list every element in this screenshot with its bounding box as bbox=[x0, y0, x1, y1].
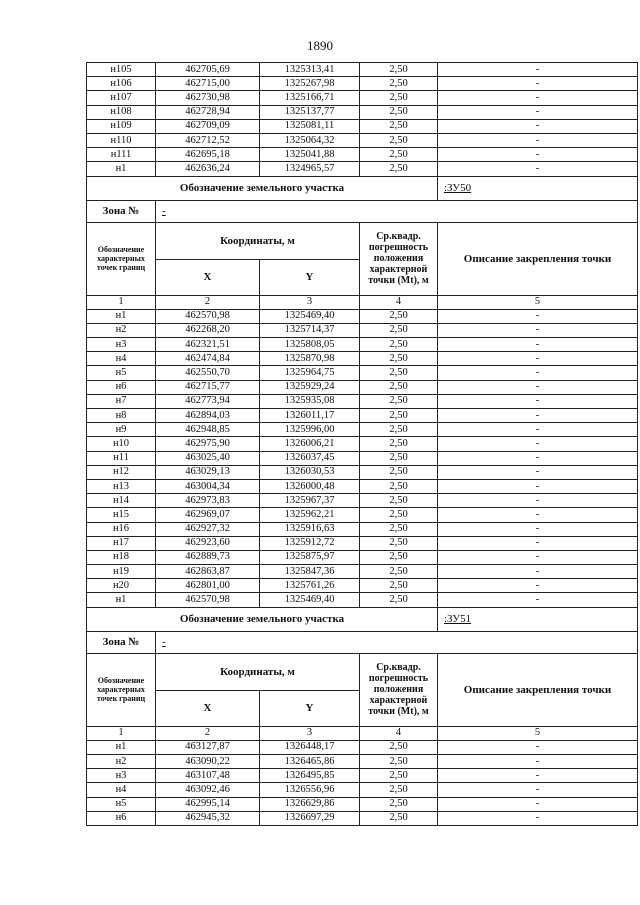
table-row bbox=[87, 494, 638, 508]
coord-x: 462570,98 bbox=[156, 309, 260, 323]
fixing-description: - bbox=[438, 366, 638, 380]
column-number: 1 bbox=[87, 295, 156, 309]
point-id: н5 bbox=[87, 366, 156, 380]
coord-x: 462709,09 bbox=[156, 119, 260, 133]
coord-x: 462728,94 bbox=[156, 105, 260, 119]
table-row bbox=[87, 309, 638, 323]
column-number: 2 bbox=[156, 726, 260, 740]
plot-value: :ЗУ50 bbox=[438, 176, 638, 200]
accuracy-header: Ср.квадр. погрешность положения характерной точки (Mt), м bbox=[360, 222, 438, 295]
point-id: н10 bbox=[87, 437, 156, 451]
zone-value: - bbox=[156, 200, 638, 222]
coord-y: 1326556,96 bbox=[260, 783, 360, 797]
table-row bbox=[87, 352, 638, 366]
point-id: н3 bbox=[87, 769, 156, 783]
point-id: н18 bbox=[87, 550, 156, 564]
accuracy-value: 2,50 bbox=[360, 740, 438, 754]
coord-x: 462863,87 bbox=[156, 565, 260, 579]
fixing-description: - bbox=[438, 451, 638, 465]
accuracy-value: 2,50 bbox=[360, 105, 438, 119]
coord-y: 1325808,05 bbox=[260, 338, 360, 352]
fixing-description: - bbox=[438, 380, 638, 394]
accuracy-value: 2,50 bbox=[360, 522, 438, 536]
coord-x: 462927,32 bbox=[156, 522, 260, 536]
fixing-description: - bbox=[438, 105, 638, 119]
table-row bbox=[87, 522, 638, 536]
coord-x: 463025,40 bbox=[156, 451, 260, 465]
accuracy-value: 2,50 bbox=[360, 783, 438, 797]
zone-label: Зона № bbox=[87, 631, 156, 653]
description-header: Описание закрепления точки bbox=[438, 653, 638, 726]
fixing-description: - bbox=[438, 63, 638, 77]
coord-x: 463107,48 bbox=[156, 769, 260, 783]
table-row bbox=[87, 755, 638, 769]
accuracy-value: 2,50 bbox=[360, 409, 438, 423]
zone-row bbox=[87, 200, 638, 222]
fixing-description: - bbox=[438, 579, 638, 593]
accuracy-value: 2,50 bbox=[360, 366, 438, 380]
point-id: н108 bbox=[87, 105, 156, 119]
fixing-description: - bbox=[438, 536, 638, 550]
plot-designation-row bbox=[87, 607, 638, 631]
accuracy-value: 2,50 bbox=[360, 755, 438, 769]
point-id: н5 bbox=[87, 797, 156, 811]
coord-x: 462973,83 bbox=[156, 494, 260, 508]
point-id: н105 bbox=[87, 63, 156, 77]
column-number: 4 bbox=[360, 726, 438, 740]
column-number: 5 bbox=[438, 726, 638, 740]
header-row bbox=[87, 222, 638, 259]
page-number: 1890 bbox=[307, 38, 333, 53]
table-row bbox=[87, 338, 638, 352]
point-id: н15 bbox=[87, 508, 156, 522]
accuracy-value: 2,50 bbox=[360, 579, 438, 593]
point-id: н12 bbox=[87, 465, 156, 479]
point-id: н8 bbox=[87, 409, 156, 423]
coord-x: 462695,18 bbox=[156, 148, 260, 162]
fixing-description: - bbox=[438, 148, 638, 162]
fixing-description: - bbox=[438, 565, 638, 579]
fixing-description: - bbox=[438, 797, 638, 811]
accuracy-value: 2,50 bbox=[360, 380, 438, 394]
point-id: н2 bbox=[87, 755, 156, 769]
description-header: Описание закрепления точки bbox=[438, 222, 638, 295]
point-id: н106 bbox=[87, 77, 156, 91]
accuracy-value: 2,50 bbox=[360, 162, 438, 176]
point-id: н9 bbox=[87, 423, 156, 437]
table-row bbox=[87, 437, 638, 451]
x-header: X bbox=[156, 259, 260, 295]
coord-y: 1325875,97 bbox=[260, 550, 360, 564]
table-row bbox=[87, 797, 638, 811]
table-row bbox=[87, 323, 638, 337]
coord-y: 1325313,41 bbox=[260, 63, 360, 77]
coord-x: 462894,03 bbox=[156, 409, 260, 423]
zone-label: Зона № bbox=[87, 200, 156, 222]
fixing-description: - bbox=[438, 394, 638, 408]
fixing-description: - bbox=[438, 409, 638, 423]
coord-x: 463090,22 bbox=[156, 755, 260, 769]
coord-y: 1326006,21 bbox=[260, 437, 360, 451]
coord-y: 1325137,77 bbox=[260, 105, 360, 119]
point-id: н1 bbox=[87, 740, 156, 754]
coord-y: 1325761,26 bbox=[260, 579, 360, 593]
table-row bbox=[87, 465, 638, 479]
coord-x: 462975,90 bbox=[156, 437, 260, 451]
table-row bbox=[87, 783, 638, 797]
fixing-description: - bbox=[438, 323, 638, 337]
coordinates-header: Координаты, м bbox=[156, 653, 360, 690]
coord-y: 1326697,29 bbox=[260, 811, 360, 825]
coord-y: 1325469,40 bbox=[260, 593, 360, 607]
accuracy-value: 2,50 bbox=[360, 769, 438, 783]
coord-y: 1326465,86 bbox=[260, 755, 360, 769]
plot-value: :ЗУ51 bbox=[438, 607, 638, 631]
point-id: н11 bbox=[87, 451, 156, 465]
accuracy-value: 2,50 bbox=[360, 565, 438, 579]
point-id: н13 bbox=[87, 479, 156, 493]
table-row bbox=[87, 105, 638, 119]
accuracy-value: 2,50 bbox=[360, 91, 438, 105]
table-row bbox=[87, 423, 638, 437]
accuracy-value: 2,50 bbox=[360, 309, 438, 323]
column-number: 3 bbox=[260, 726, 360, 740]
accuracy-value: 2,50 bbox=[360, 77, 438, 91]
coord-x: 462889,73 bbox=[156, 550, 260, 564]
point-id: н7 bbox=[87, 394, 156, 408]
accuracy-value: 2,50 bbox=[360, 494, 438, 508]
coord-y: 1326495,85 bbox=[260, 769, 360, 783]
coord-x: 462715,77 bbox=[156, 380, 260, 394]
point-id: н4 bbox=[87, 352, 156, 366]
header-row bbox=[87, 653, 638, 690]
plot-label: Обозначение земельного участка bbox=[87, 176, 438, 200]
coord-x: 462948,85 bbox=[156, 423, 260, 437]
accuracy-value: 2,50 bbox=[360, 508, 438, 522]
fixing-description: - bbox=[438, 740, 638, 754]
column-number: 3 bbox=[260, 295, 360, 309]
point-designation-header: Обозначение характерных точек границ bbox=[87, 222, 156, 295]
accuracy-value: 2,50 bbox=[360, 437, 438, 451]
point-id: н20 bbox=[87, 579, 156, 593]
fixing-description: - bbox=[438, 133, 638, 147]
coord-y: 1325267,98 bbox=[260, 77, 360, 91]
table-row bbox=[87, 565, 638, 579]
table-row bbox=[87, 593, 638, 607]
accuracy-value: 2,50 bbox=[360, 148, 438, 162]
coord-y: 1324965,57 bbox=[260, 162, 360, 176]
fixing-description: - bbox=[438, 479, 638, 493]
table-row bbox=[87, 380, 638, 394]
accuracy-value: 2,50 bbox=[360, 550, 438, 564]
coord-y: 1325929,24 bbox=[260, 380, 360, 394]
table-row bbox=[87, 536, 638, 550]
table-row bbox=[87, 550, 638, 564]
point-designation-header: Обозначение характерных точек границ bbox=[87, 653, 156, 726]
column-number: 4 bbox=[360, 295, 438, 309]
fixing-description: - bbox=[438, 309, 638, 323]
accuracy-value: 2,50 bbox=[360, 479, 438, 493]
coord-x: 462268,20 bbox=[156, 323, 260, 337]
coord-y: 1325469,40 bbox=[260, 309, 360, 323]
point-id: н2 bbox=[87, 323, 156, 337]
coord-x: 462773,94 bbox=[156, 394, 260, 408]
accuracy-value: 2,50 bbox=[360, 423, 438, 437]
table-row bbox=[87, 77, 638, 91]
coord-x: 462321,51 bbox=[156, 338, 260, 352]
fixing-description: - bbox=[438, 437, 638, 451]
fixing-description: - bbox=[438, 811, 638, 825]
coord-y: 1325166,71 bbox=[260, 91, 360, 105]
fixing-description: - bbox=[438, 338, 638, 352]
accuracy-value: 2,50 bbox=[360, 338, 438, 352]
table-row bbox=[87, 508, 638, 522]
fixing-description: - bbox=[438, 508, 638, 522]
fixing-description: - bbox=[438, 783, 638, 797]
point-id: н6 bbox=[87, 380, 156, 394]
coord-x: 462705,69 bbox=[156, 63, 260, 77]
table-row bbox=[87, 133, 638, 147]
fixing-description: - bbox=[438, 162, 638, 176]
table-row bbox=[87, 479, 638, 493]
table-row bbox=[87, 366, 638, 380]
coord-x: 463029,13 bbox=[156, 465, 260, 479]
point-id: н3 bbox=[87, 338, 156, 352]
fixing-description: - bbox=[438, 755, 638, 769]
table-row bbox=[87, 740, 638, 754]
fixing-description: - bbox=[438, 77, 638, 91]
table-row bbox=[87, 148, 638, 162]
coordinates-table bbox=[86, 62, 638, 826]
table-row bbox=[87, 811, 638, 825]
plot-label: Обозначение земельного участка bbox=[87, 607, 438, 631]
coord-y: 1326448,17 bbox=[260, 740, 360, 754]
accuracy-value: 2,50 bbox=[360, 536, 438, 550]
coord-x: 462636,24 bbox=[156, 162, 260, 176]
fixing-description: - bbox=[438, 465, 638, 479]
coord-y: 1325081,11 bbox=[260, 119, 360, 133]
coord-y: 1325912,72 bbox=[260, 536, 360, 550]
table-row bbox=[87, 394, 638, 408]
accuracy-value: 2,50 bbox=[360, 465, 438, 479]
coordinates-header: Координаты, м bbox=[156, 222, 360, 259]
fixing-description: - bbox=[438, 593, 638, 607]
coord-x: 462474,84 bbox=[156, 352, 260, 366]
coord-x: 462801,00 bbox=[156, 579, 260, 593]
column-number: 2 bbox=[156, 295, 260, 309]
accuracy-value: 2,50 bbox=[360, 593, 438, 607]
table-row bbox=[87, 769, 638, 783]
coord-y: 1326000,48 bbox=[260, 479, 360, 493]
table-row bbox=[87, 63, 638, 77]
coord-x: 463092,46 bbox=[156, 783, 260, 797]
coord-y: 1326037,45 bbox=[260, 451, 360, 465]
accuracy-header: Ср.квадр. погрешность положения характерной точки (Mt), м bbox=[360, 653, 438, 726]
point-id: н1 bbox=[87, 162, 156, 176]
coord-x: 462550,70 bbox=[156, 366, 260, 380]
table-row bbox=[87, 579, 638, 593]
coord-y: 1326011,17 bbox=[260, 409, 360, 423]
accuracy-value: 2,50 bbox=[360, 133, 438, 147]
coord-x: 462730,98 bbox=[156, 91, 260, 105]
table-row bbox=[87, 162, 638, 176]
plot-designation-row bbox=[87, 176, 638, 200]
coord-y: 1326030,53 bbox=[260, 465, 360, 479]
coord-y: 1325916,63 bbox=[260, 522, 360, 536]
coord-x: 462969,07 bbox=[156, 508, 260, 522]
coord-x: 462715,00 bbox=[156, 77, 260, 91]
coord-x: 462945,32 bbox=[156, 811, 260, 825]
fixing-description: - bbox=[438, 494, 638, 508]
coord-x: 462923,60 bbox=[156, 536, 260, 550]
column-number: 5 bbox=[438, 295, 638, 309]
coord-y: 1325967,37 bbox=[260, 494, 360, 508]
accuracy-value: 2,50 bbox=[360, 352, 438, 366]
table-row bbox=[87, 119, 638, 133]
coord-y: 1325996,00 bbox=[260, 423, 360, 437]
coord-x: 462712,52 bbox=[156, 133, 260, 147]
fixing-description: - bbox=[438, 352, 638, 366]
coord-y: 1325870,98 bbox=[260, 352, 360, 366]
accuracy-value: 2,50 bbox=[360, 811, 438, 825]
table-row bbox=[87, 451, 638, 465]
accuracy-value: 2,50 bbox=[360, 451, 438, 465]
coord-y: 1325714,37 bbox=[260, 323, 360, 337]
point-id: н14 bbox=[87, 494, 156, 508]
column-number: 1 bbox=[87, 726, 156, 740]
column-numbers-row bbox=[87, 726, 638, 740]
fixing-description: - bbox=[438, 423, 638, 437]
zone-value: - bbox=[156, 631, 638, 653]
coord-y: 1325064,32 bbox=[260, 133, 360, 147]
accuracy-value: 2,50 bbox=[360, 119, 438, 133]
point-id: н16 bbox=[87, 522, 156, 536]
table-row bbox=[87, 409, 638, 423]
table-row bbox=[87, 91, 638, 105]
coord-y: 1325847,36 bbox=[260, 565, 360, 579]
point-id: н17 bbox=[87, 536, 156, 550]
coord-x: 462570,98 bbox=[156, 593, 260, 607]
column-numbers-row bbox=[87, 295, 638, 309]
coord-y: 1325962,21 bbox=[260, 508, 360, 522]
fixing-description: - bbox=[438, 550, 638, 564]
zone-row bbox=[87, 631, 638, 653]
point-id: н109 bbox=[87, 119, 156, 133]
point-id: н1 bbox=[87, 309, 156, 323]
accuracy-value: 2,50 bbox=[360, 63, 438, 77]
point-id: н4 bbox=[87, 783, 156, 797]
x-header: X bbox=[156, 690, 260, 726]
fixing-description: - bbox=[438, 91, 638, 105]
coord-y: 1326629,86 bbox=[260, 797, 360, 811]
coord-x: 462995,14 bbox=[156, 797, 260, 811]
accuracy-value: 2,50 bbox=[360, 323, 438, 337]
coord-y: 1325041,88 bbox=[260, 148, 360, 162]
point-id: н110 bbox=[87, 133, 156, 147]
point-id: н6 bbox=[87, 811, 156, 825]
coord-y: 1325964,75 bbox=[260, 366, 360, 380]
point-id: н107 bbox=[87, 91, 156, 105]
coord-y: 1325935,08 bbox=[260, 394, 360, 408]
fixing-description: - bbox=[438, 119, 638, 133]
coord-x: 463127,87 bbox=[156, 740, 260, 754]
point-id: н1 bbox=[87, 593, 156, 607]
accuracy-value: 2,50 bbox=[360, 394, 438, 408]
fixing-description: - bbox=[438, 769, 638, 783]
fixing-description: - bbox=[438, 522, 638, 536]
y-header: Y bbox=[260, 690, 360, 726]
point-id: н19 bbox=[87, 565, 156, 579]
point-id: н111 bbox=[87, 148, 156, 162]
y-header: Y bbox=[260, 259, 360, 295]
accuracy-value: 2,50 bbox=[360, 797, 438, 811]
coord-x: 463004,34 bbox=[156, 479, 260, 493]
